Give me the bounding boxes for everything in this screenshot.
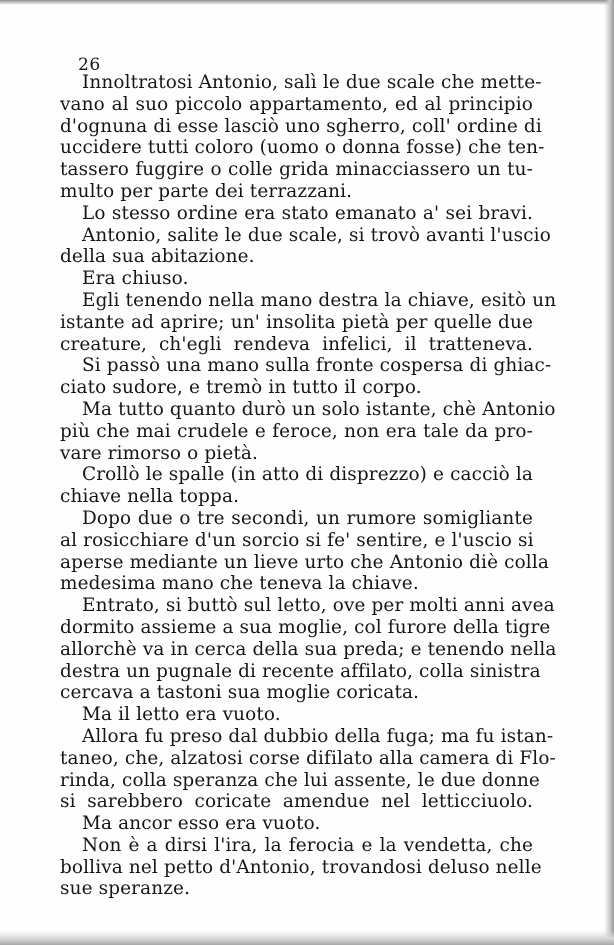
text-line: taneo, che, alzatosi corse difilato alla camera di Flo- <box>60 747 556 769</box>
text-line: d'ognuna di esse lasciò uno sgherro, coll' ordine di <box>60 115 542 137</box>
text-line: chiave nella toppa. <box>60 486 240 508</box>
text-line: Innoltratosi Antonio, salì le due scale che mette- <box>82 72 542 93</box>
text-line: Crollò le spalle (in atto di disprezzo) e cacciò la <box>82 464 533 486</box>
text-line: aperse mediante un lieve urto che Antonio diè colla <box>60 551 549 573</box>
text-line: cercava a tastoni sua moglie coricata. <box>60 682 420 704</box>
text-line: della sua abitazione. <box>60 246 255 268</box>
text-line: vano al suo piccolo appartamento, ed al principio <box>60 93 533 115</box>
text-line: Si passò una mano sulla fronte cospersa di ghiac- <box>82 355 552 377</box>
page-bottom-edge-shadow <box>0 931 614 945</box>
body-text <box>60 72 557 900</box>
text-line: multo per parte dei terrazzani. <box>60 180 353 202</box>
text-line: Egli tenendo nella mano destra la chiave, esitò un <box>82 289 557 311</box>
text-line: Allora fu preso dal dubbio della fuga; ma fu istan- <box>82 725 554 747</box>
text-line: creature, ch'egli rendeva infelici, il tratteneva. <box>60 333 533 355</box>
text-line: sue speranze. <box>60 878 191 900</box>
text-line: ciato sudore, e tremò in tutto il corpo. <box>60 377 422 399</box>
text-line: si sarebbero coricate amendue nel letticciuolo. <box>60 791 533 813</box>
text-line: più che mai crudele e feroce, non era tale da pro- <box>60 420 533 442</box>
text-line: vare rimorso o pietà. <box>60 442 259 464</box>
text-line: bolliva nel petto d'Antonio, trovandosi deluso nelle <box>60 856 542 878</box>
text-line: Ma tutto quanto durò un solo istante, chè Antonio <box>82 398 556 420</box>
text-line: Lo stesso ordine era stato emanato a' sei bravi. <box>82 202 533 224</box>
page-right-edge-shadow <box>604 0 614 945</box>
text-line: Era chiuso. <box>82 268 189 290</box>
text-line: dormito assieme a sua moglie, col furore della tigre <box>60 616 551 638</box>
text-line: Ma il letto era vuoto. <box>82 704 281 726</box>
text-line: Ma ancor esso era vuoto. <box>82 813 321 835</box>
text-line: rinda, colla speranza che lui assente, le due donne <box>60 769 540 791</box>
text-line: Dopo due o tre secondi, un rumore somigliante <box>82 507 533 529</box>
text-line: Antonio, salite le due scale, si trovò avanti l'uscio <box>82 224 551 246</box>
text-line: al rosicchiare d'un sorcio si fe' sentire, e l'uscio si <box>60 529 534 551</box>
text-line: tassero fuggire o colle grida minacciassero un tu- <box>60 159 533 181</box>
page-number: 26 <box>78 55 101 75</box>
text-line: destra un pugnale di recente affilato, colla sinistra <box>60 660 541 682</box>
page-top-edge-shadow <box>0 0 614 5</box>
text-line: allorchè va in cerca della sua preda; e tenendo nella <box>60 638 557 660</box>
text-line: Non è a dirsi l'ira, la ferocia e la vendetta, che <box>82 834 533 856</box>
text-line: medesima mano che teneva la chiave. <box>60 573 419 595</box>
text-line: istante ad aprire; un' insolita pietà per quelle due <box>60 311 533 333</box>
text-line: Entrato, si buttò sul letto, ove per molti anni avea <box>82 595 555 617</box>
text-line: uccidere tutti coloro (uomo o donna fosse) che ten- <box>60 137 545 159</box>
